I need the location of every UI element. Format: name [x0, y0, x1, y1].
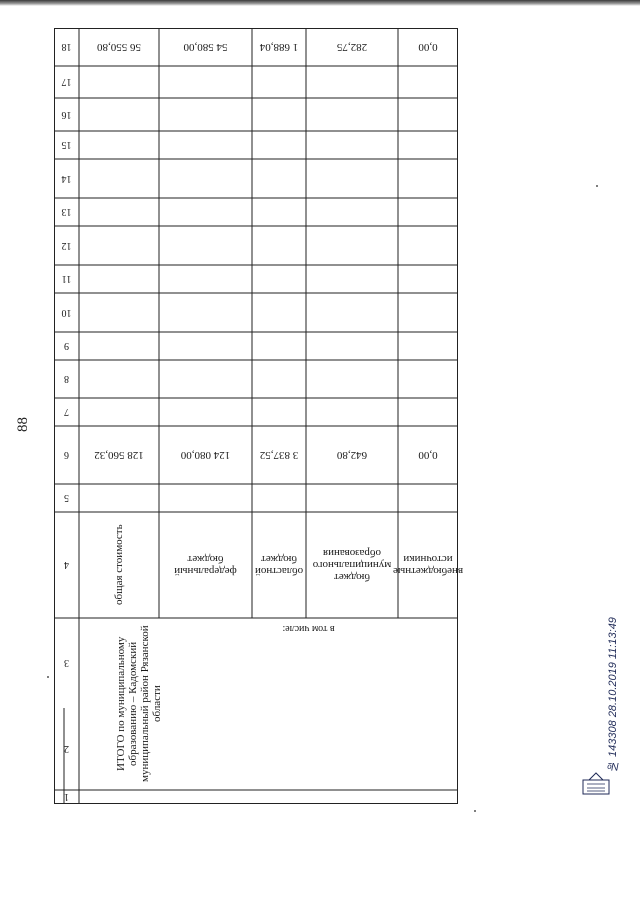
colnum-17: 17 — [61, 76, 72, 88]
colnum-14: 14 — [61, 173, 72, 184]
colnum-18: 18 — [61, 41, 72, 53]
colnum-5: 5 — [64, 492, 69, 504]
scan-speck — [474, 810, 476, 812]
cell-offbudget-col18: 0,00 — [418, 41, 438, 53]
cell-total-col6: 128 560,32 — [94, 449, 144, 461]
page-number: 88 — [15, 417, 31, 432]
label-municipal-budget: бюджет муниципального образования — [312, 547, 392, 583]
colnum-3: 3 — [64, 657, 69, 669]
label-total-cost: общая стоимость — [113, 524, 125, 606]
scan-top-edge — [0, 0, 640, 6]
colnum-9: 9 — [64, 340, 69, 352]
colnum-6: 6 — [64, 449, 69, 461]
colnum-15: 15 — [61, 139, 72, 151]
cell-federal-col6: 124 080,00 — [180, 449, 231, 461]
colnum-7: 7 — [64, 406, 69, 418]
colnum-2: 2 — [64, 743, 69, 755]
emblem-seal-icon — [581, 770, 611, 800]
cell-total-col18: 56 550,80 — [97, 41, 141, 53]
label-federal-budget: федеральный бюджет — [174, 553, 237, 577]
colnum-12: 12 — [61, 240, 72, 251]
scan-speck — [47, 676, 49, 678]
label-regional-budget: областной бюджет — [254, 553, 304, 577]
label-offbudget-sources: внебюджетные источники — [392, 553, 464, 577]
row-title: ИТОГО по муниципальному образованию – Кадомский муниципальный район Рязанской области — [115, 625, 163, 783]
colnum-1: 1 — [64, 791, 69, 803]
cell-regional-col6: 3 837,52 — [259, 449, 299, 461]
colnum-11: 11 — [61, 273, 72, 285]
cell-federal-col18: 54 580,00 — [183, 41, 228, 53]
cell-offbudget-col6: 0,00 — [418, 449, 438, 461]
cell-regional-col18: 1 688,04 — [259, 41, 299, 53]
budget-table — [54, 28, 464, 804]
colnum-16: 16 — [61, 109, 72, 120]
colnum-8: 8 — [64, 373, 69, 385]
including-label: в том числе: — [282, 623, 335, 635]
colnum-4: 4 — [64, 559, 69, 571]
colnum-13: 13 — [61, 206, 72, 218]
registration-stamp: № 143308 28.10.2019 11:13:49 — [607, 617, 619, 773]
cell-municipal-col18: 282,75 — [336, 41, 368, 53]
scan-speck — [596, 185, 598, 187]
cell-municipal-col6: 642,80 — [336, 449, 368, 461]
colnum-10: 10 — [61, 307, 72, 318]
